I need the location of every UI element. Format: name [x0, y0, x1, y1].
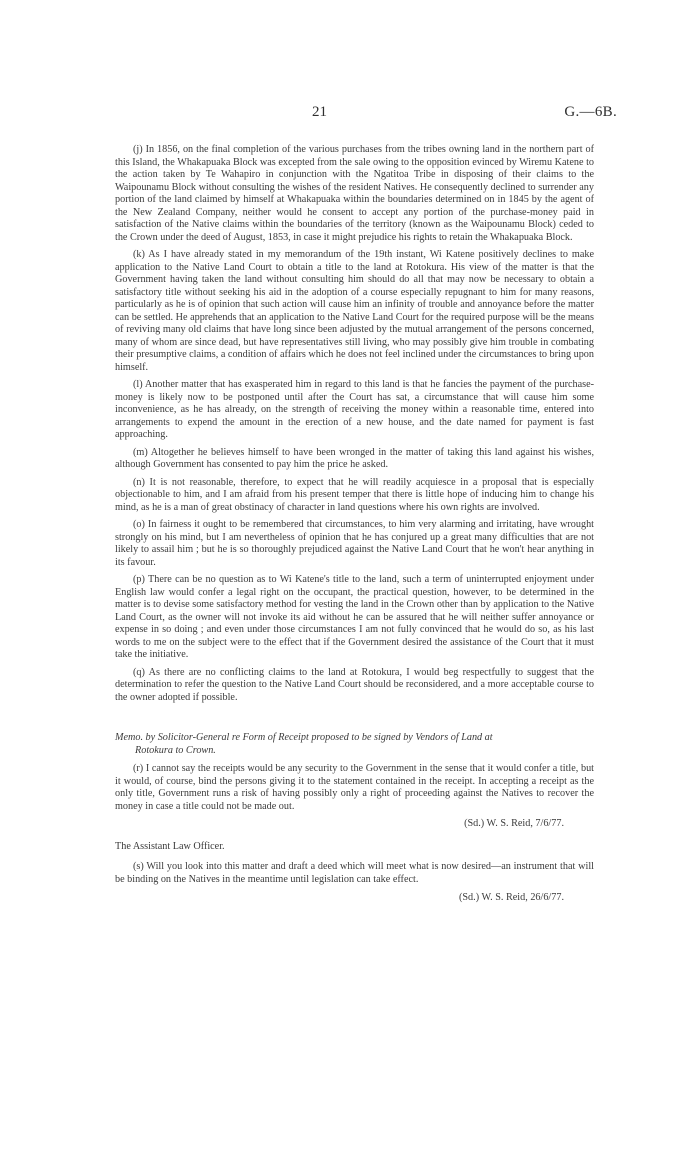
paragraph-s: (s) Will you look into this matter and draft a deed which will meet what is now desired—an instrument that will be binding on the Natives in the meantime until legislation can take effect. [115, 861, 594, 885]
paragraph-r: (r) I cannot say the receipts would be any security to the Government in the sense that it would confer a title, but it would, of course, bind the persons giving it to the statement contained in the receipt. In accepting a receipt as the only title, Government runs a risk of having possibly only a right of proceeding against the Natives to recover the money in case a title could not be made out. [115, 763, 594, 812]
signature-reid-1: (Sd.) W. S. Reid, 7/6/77. [464, 818, 564, 829]
document-body [115, 144, 594, 905]
memo-title [115, 732, 594, 757]
signature-reid-2: (Sd.) W. S. Reid, 26/6/77. [459, 892, 564, 903]
memo-title-line1: Memo. by Solicitor-General re Form of Receipt proposed to be signed by Vendors of Land at [115, 732, 493, 743]
paragraph-k: (k) As I have already stated in my memorandum of the 19th instant, Wi Katene positively declines to make application to the Native Land Court to obtain a title to the land at Rotokura. His view of the matter is that the Government having taken the land without consulting him should do all that may now be necessary to obtain a satisfactory title without seeking his aid in the adoption of a course especially repugnant to him for many reasons, particularly as he is of opinion that such action will cause him an infinity of trouble and annoyance before the matter can be settled. He apprehends that an application to the Native Land Court for the required purpose will be the means of reviving many old claims that have long since been adjusted by the mutual arrangement of the persons concerned, many of whom are since dead, but have representatives still living, who may possibly give him trouble in combating their presumptive claims, a condition of affairs which he does not feel inclined under the circumstances to bring upon himself. [115, 249, 594, 373]
page-header [0, 104, 700, 124]
page-number: 21 [312, 104, 327, 120]
paragraph-j: (j) In 1856, on the final completion of the various purchases from the tribes owning land in the northern part of this Island, the Whakapuaka Block was excepted from the sale owing to the opposition evinced by Wiremu Katene to the action taken by Te Wahapiro in conjunction with the Ngatitoa Tribe in disposing of their claims to the Waipounamu Block without consulting the wishes of the resident Natives. He consequently declined to surrender any portion of the land claimed by himself at Whakapuaka within the boundaries determined on in 1845 by the agent of the New Zealand Company, neither would he consent to accept any portion of the purchase-money paid in satisfaction of the Native claims within the boundaries of the territory (known as the Waipounamu Block) ceded to the Crown under the deed of August, 1853, in case it might prejudice his rights to retain the Whakapuaka Block. [115, 144, 594, 243]
paragraph-p: (p) There can be no question as to Wi Katene's title to the land, such a term of uninterrupted enjoyment under English law would confer a legal right on the occupant, the practical question, however, to be determined in the matter is to devise some satisfactory method for vesting the land in the Crown other than by application to the Native Land Court, as the owner will not invoke its aid without he can be assured that he will neither suffer annoyance or expense in so doing ; and even under those circumstances I am not fully convinced that he would do so, as his last words to me on the subject were to the effect that if the Government desired the assistance of the Court that it must take the initiative. [115, 574, 594, 660]
paragraph-n: (n) It is not reasonable, therefore, to expect that he will readily acquiesce in a proposal that is especially objectionable to him, and I am afraid from his present temper that there is little hope of inducing him to change his mind, as he is a man of great obstinacy of character in land questions where his own rights are involved. [115, 476, 594, 513]
memo-title-line2: Rotokura to Crown. [135, 744, 216, 756]
paragraph-q: (q) As there are no conflicting claims to the land at Rotokura, I would beg respectfully to suggest that the determination to refer the question to the Native Land Court should be reconsidered, and a more acceptable course to the owner adopted if possible. [115, 666, 594, 703]
paragraph-o: (o) In fairness it ought to be remembered that circumstances, to him very alarming and irritating, have wrought strongly on his mind, but I am nevertheless of opinion that he has conjured up a great many difficulties that are not likely to assail him ; but he is so thoroughly prejudiced against the Native Land Court that he won't hear anything in its favour. [115, 519, 594, 568]
addressee: The Assistant Law Officer. [115, 840, 225, 852]
paragraph-l: (l) Another matter that has exasperated him in regard to this land is that he fancies the payment of the purchase-money is likely now to be postponed until after the Court has sat, a circumstance that will cause him some inconvenience, as he has already, on the strength of receiving the money within a reasonable time, entered into arrangements to expend the amount in the erection of a new house, and the date named for payment is fast approaching. [115, 379, 594, 440]
paragraph-m: (m) Altogether he believes himself to have been wronged in the matter of taking this land against his wishes, although Government has consented to pay him the price he asked. [115, 446, 594, 470]
document-reference: G.—6B. [564, 104, 617, 120]
